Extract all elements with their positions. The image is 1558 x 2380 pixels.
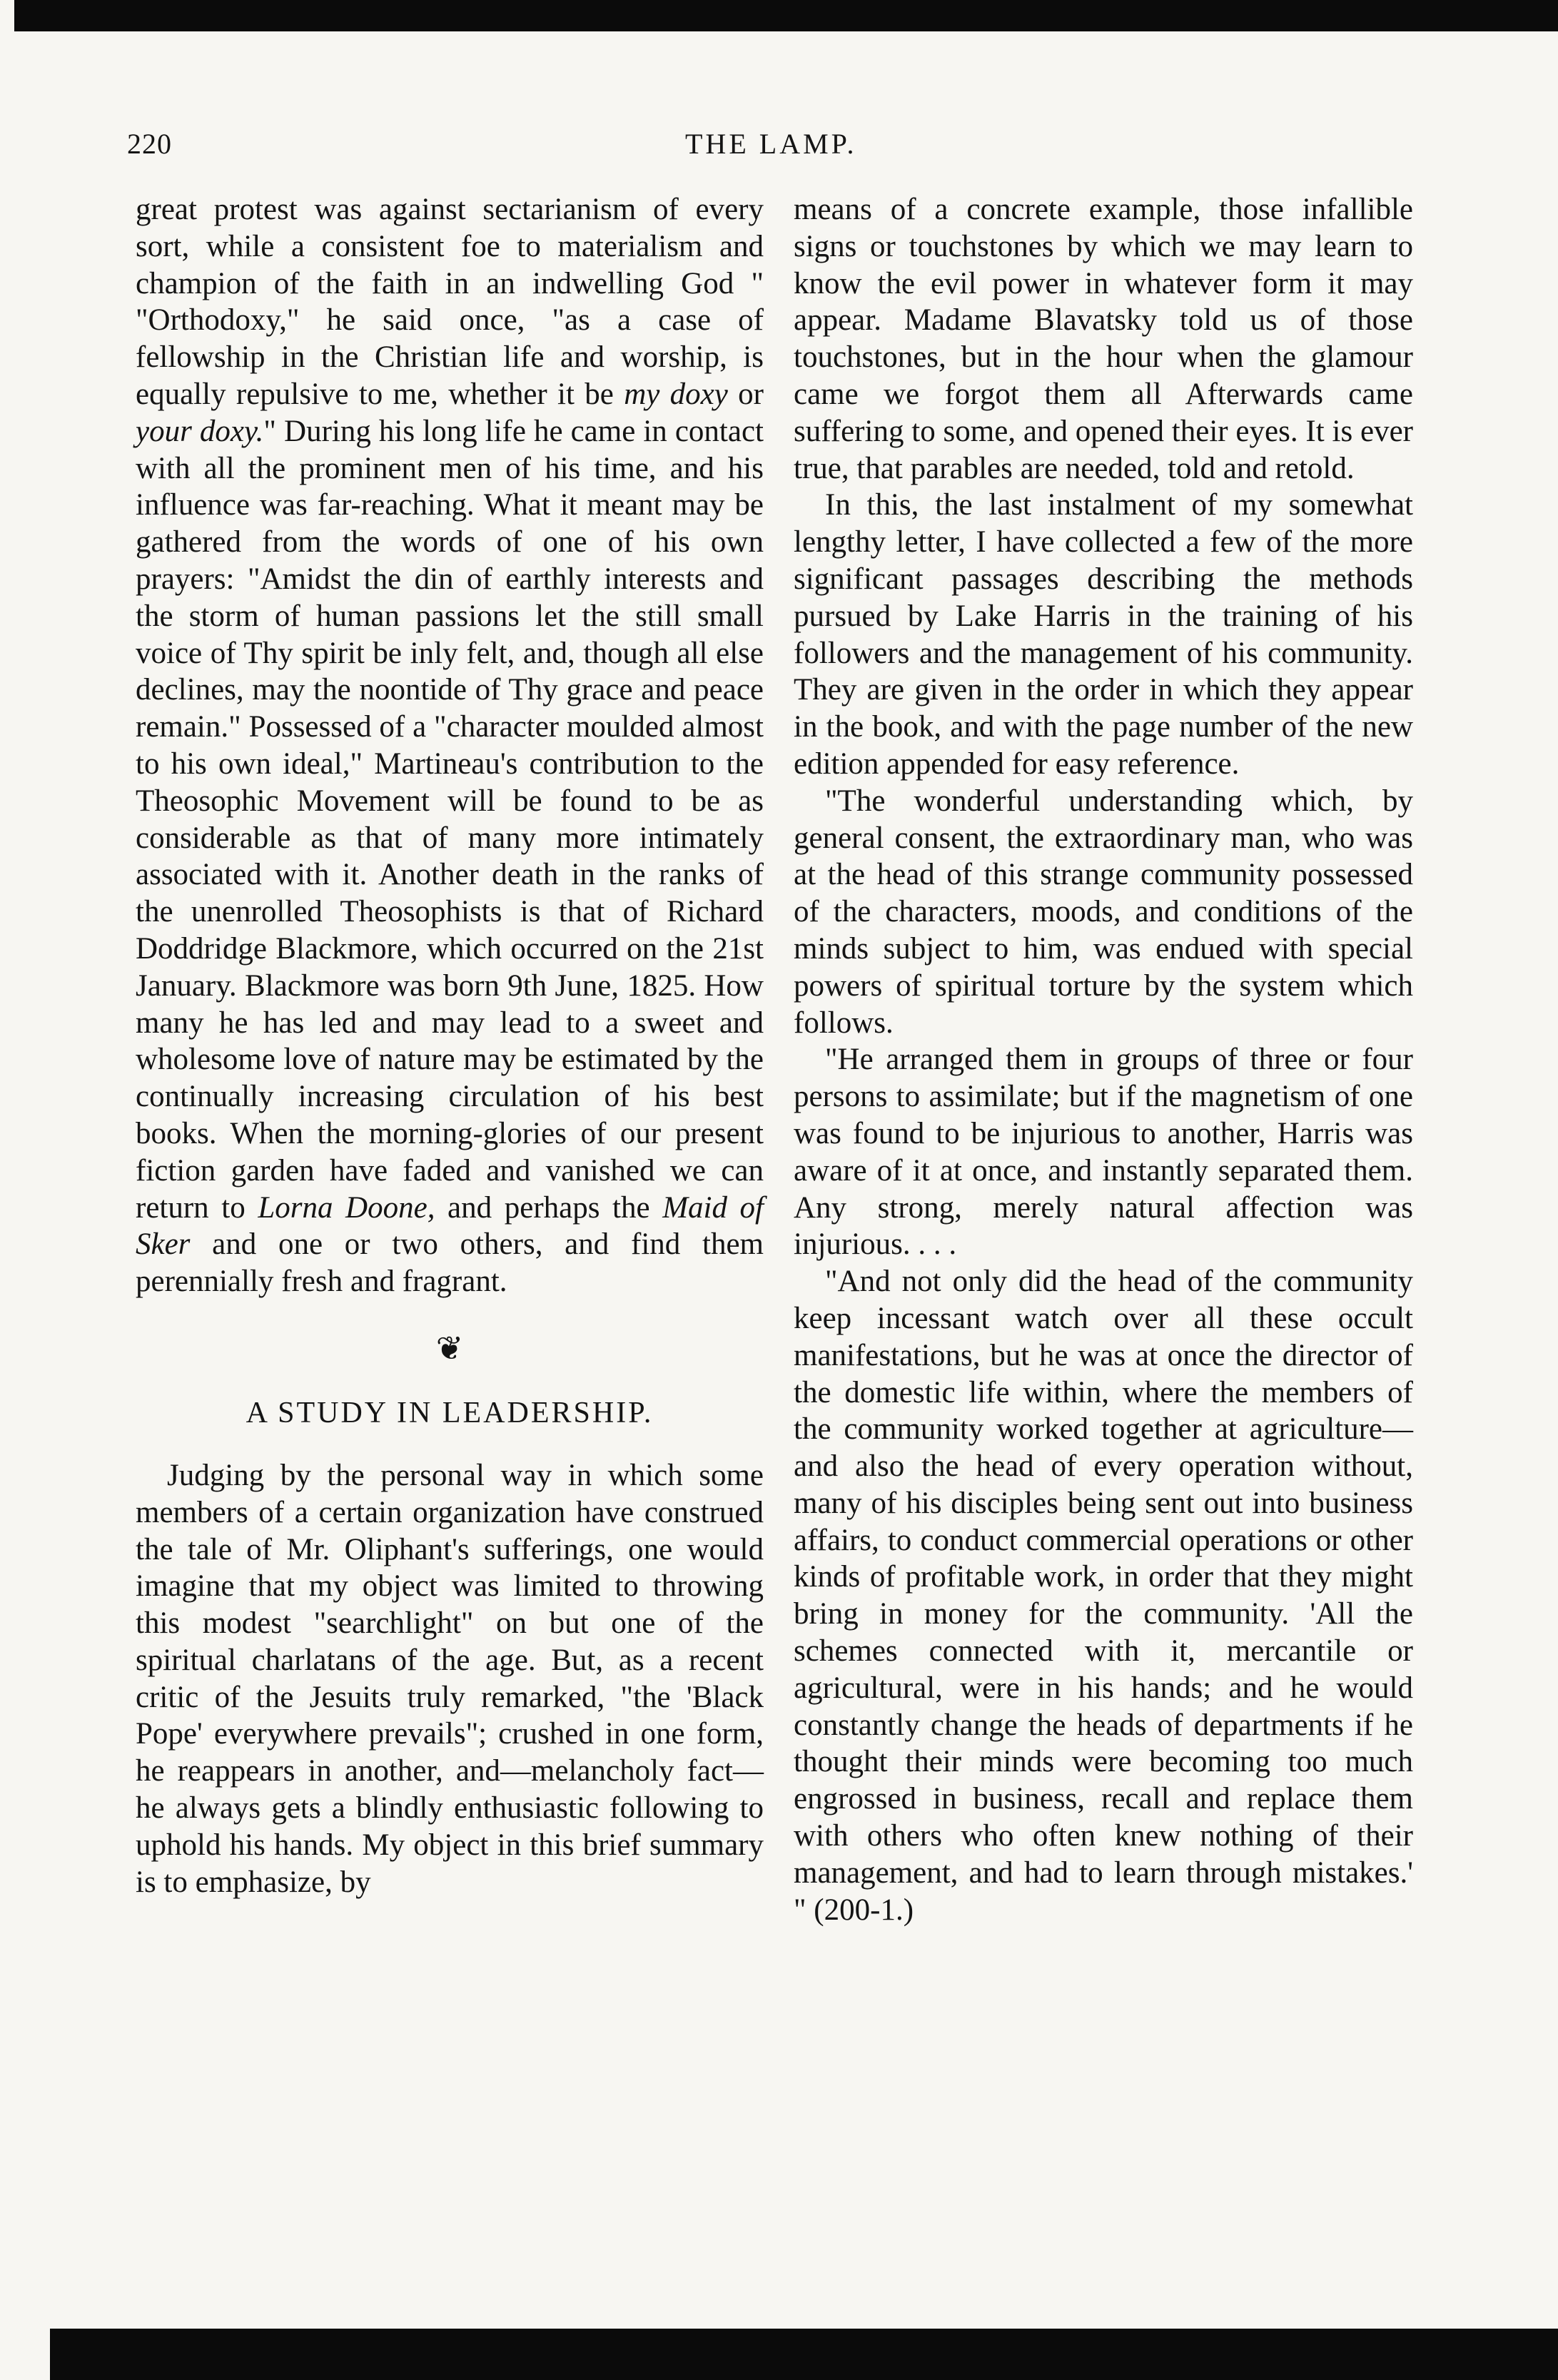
right-paragraph-5: "And not only did the head of the community keep incessant watch over all these occult manifestations, but he was at once the director of the domestic life within, where the members of the community worked together at agriculture—and also the head of every operation without, many of his disciples being sent out into business affairs, to conduct commercial operations or other kinds of profitable work, in order that they might bring in money for the community. 'All the schemes connected with it, mercantile or agricultural, were in his hands; and he would constantly change the heads of departments if he thought their minds were becoming too much engrossed in business, recall and replace them with others who often knew nothing of their management, and had to learn through mistakes.' " (200-1.): [794, 1265, 1413, 1927]
right-paragraph-2: In this, the last instalment of my somewhat lengthy letter, I have collected a few of the more significant passages describing the methods pursued by Lake Harris in the training of his followers and the management of his community. They are given in the order in which they appear in the book, and with the page number of the new edition appended for easy reference.: [794, 488, 1413, 781]
page-number: 220: [127, 128, 172, 160]
italic-book-title: Maid of Sker: [136, 1190, 764, 1262]
italic-book-title: Lorna Doone,: [258, 1190, 435, 1225]
section-ornament-icon: ❦: [435, 1330, 464, 1367]
left-column: [136, 191, 764, 1900]
text-run: and one or two others, and find them perennially fresh and fragrant.: [136, 1227, 764, 1299]
bottom-border-rule: [50, 2329, 1558, 2380]
right-paragraph-1: means of a concrete example, those infallible signs or touchstones by which we may learn to know the evil power in whatever form it may appear. Madame Blavatsky told us of those touchstones, but in the hour when the glamour came we forgot them all Afterwards came suffering to some, and opened their eyes. It is ever true, that parables are needed, told and retold.: [794, 193, 1413, 485]
right-column: [794, 191, 1413, 1928]
section-heading: A STUDY IN LEADERSHIP.: [246, 1396, 654, 1429]
text-run: great protest was against sectarianism of every sort, while a consistent foe to materialism and champion of the faith in an indwelling God " "Orthodoxy," he said once, "as a case of fellowship in the Christian life and worship, is equally repulsive to me, whether it be: [136, 193, 764, 411]
text-run: and perhaps the: [435, 1190, 663, 1225]
right-paragraph-4: "He arranged them in groups of three or four persons to assimilate; but if the magnetism of one was found to be injurious to another, Harris was aware of it at once, and instantly separated them. Any strong, merely natural affection was injurious. . . .: [794, 1043, 1413, 1262]
left-paragraph-2: Judging by the personal way in which some members of a certain organization have construed the tale of Mr. Oliphant's sufferings, one would imagine that my object was limited to throwing this modest "searchlight" on but one of the spiritual charlatans of the age. But, as a recent critic of the Jesuits truly remarked, "the 'Black Pope' everywhere prevails"; crushed in one form, he reappears in another, and—melancholy fact—he always gets a blindly enthusiastic following to uphold his hands. My object in this brief summary is to emphasize, by: [136, 1458, 764, 1899]
text-run: or: [727, 377, 764, 411]
text-run: " During his long life he came in contact with all the prominent men of his time, and his influence was far-reaching. What it meant may be gathered from the words of one of his own prayers: "Amidst the din of earthly interests and the storm of human passions let the still small voice of Thy spirit be inly felt, and, though all else declines, may the noontide of Thy grace and peace remain." Possessed of a "character moulded almost to his own ideal," Martineau's contribution to the Theosophic Movement will be found to be as considerable as that of many more intimately associated with it. Another death in the ranks of the unenrolled Theosophists is that of Richard Doddridge Blackmore, which occurred on the 21st January. Blackmore was born 9th June, 1825. How many he has led and may lead to a sweet and wholesome love of nature may be estimated by the continually increasing circulation of his best books. When the morning-glories of our present fiction garden have faded and vanished we can return to: [136, 414, 764, 1225]
italic-title: your doxy.: [136, 414, 264, 448]
left-paragraph-1: [136, 191, 764, 1300]
running-title: THE LAMP.: [685, 128, 857, 160]
top-border-rule: [14, 0, 1558, 31]
italic-title: my doxy: [624, 377, 728, 411]
right-paragraph-3: "The wonderful understanding which, by general consent, the extraordinary man, who was at the head of this strange community possessed of the characters, moods, and conditions of the minds subject to him, was endued with special powers of spiritual torture by the system which follows.: [794, 784, 1413, 1040]
